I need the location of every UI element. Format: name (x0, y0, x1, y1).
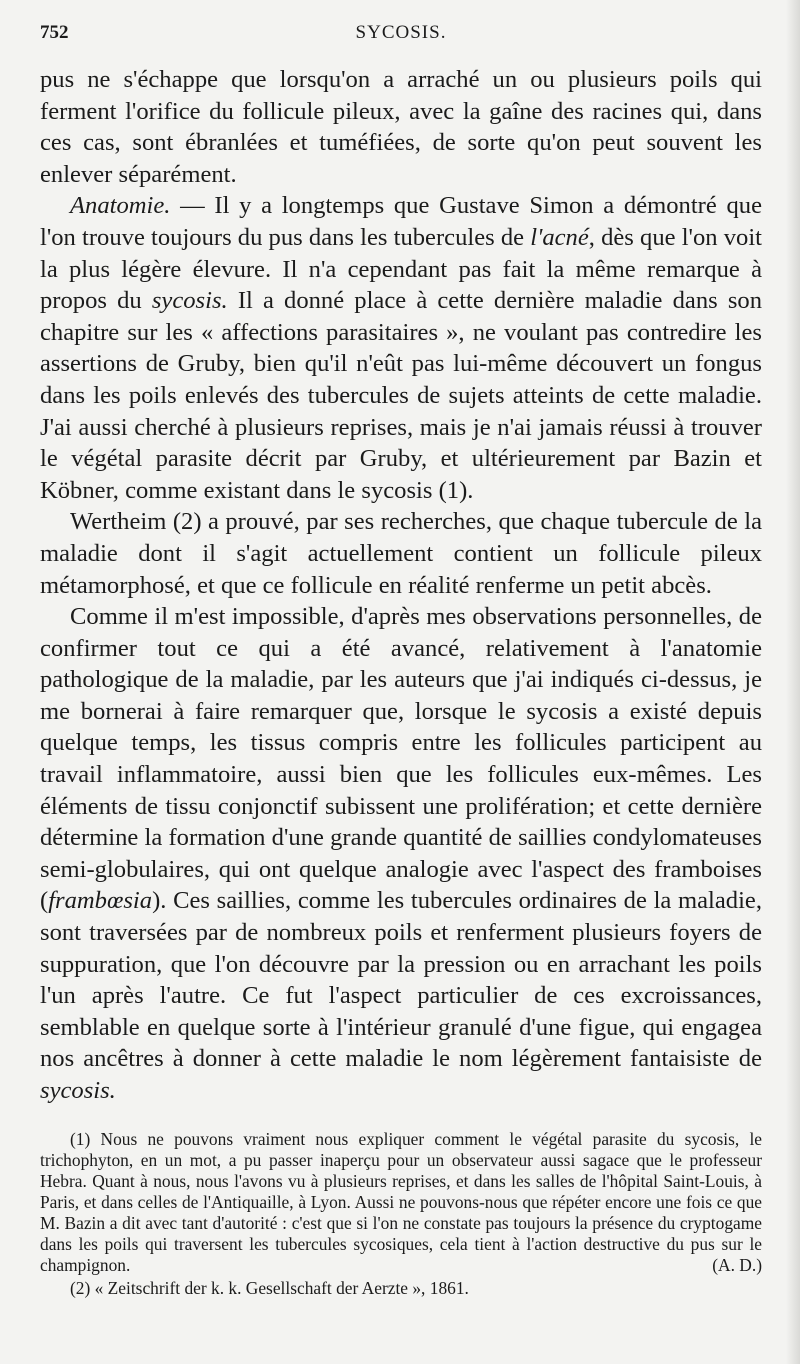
italic-text: Anatomie. (70, 192, 171, 220)
footnote-1-signature: (A. D.) (712, 1254, 762, 1275)
footnote-2 (40, 1278, 762, 1299)
page-header (40, 22, 762, 64)
paragraph (40, 64, 762, 190)
footnote-1 (40, 1129, 762, 1276)
italic-text: sycosis. (151, 287, 228, 315)
italic-text: l'acné (530, 223, 589, 251)
body-text-run: , dès que l'on voit la plus légère élevure. Il n'a cependant pas fait la même remarque à propos du (40, 223, 763, 315)
running-head: SYCOSIS. (355, 22, 447, 43)
paragraph (40, 601, 762, 1107)
body-text (40, 64, 762, 1107)
body-text-run: pus ne s'échappe que lorsqu'on a arraché un ou plusieurs poils qui ferment l'orifice du follicule pileux, avec la gaîne des racines qui, dans ces cas, sont ébranlées et tuméfiées, de sorte qu'on peut souvent les enlever séparément. (40, 66, 762, 188)
italic-text: sycosis. (40, 1077, 116, 1104)
body-text-run: Wertheim (2) a prouvé, par ses recherches, que chaque tubercule de la maladie dont il s'agit actuellement contient un follicule pileux métamorphosé, et que ce follicule en réalité renferme un petit abcès. (40, 508, 762, 599)
footnotes (40, 1129, 762, 1299)
body-text-run: Il a donné place à cette dernière maladie dans son chapitre sur les « affections parasitaires », ne voulant pas contredire les assertions de Gruby, bien qu'il n'eût pas lui-même découvert un fongus dans les poils enlevés des tubercules de sujets atteints de cette maladie. J'ai aussi cherché à plusieurs reprises, mais je n'ai jamais réussi à trouver le végétal parasite décrit par Gruby, et ultérieurement par Bazin et Köbner, comme existant dans le sycosis (1). (40, 287, 763, 504)
page-number: 752 (40, 22, 69, 43)
footnote-2-text: (2) « Zeitschrift der k. k. Gesellschaft der Aerzte », 1861. (70, 1277, 469, 1298)
page-edge-shadow (786, 0, 800, 1364)
italic-text: frambœsia (48, 887, 153, 915)
body-text-run: Comme il m'est impossible, d'après mes observations personnelles, de confirmer tout ce qui a été avancé, relativement à l'anatomie pathologique de la maladie, par les auteurs que j'ai indiqués ci-dessus, je me bornerai à faire remarquer que, lorsque le sycosis a existé depuis quelque temps, les tissus compris entre les follicules participent au travail inflammatoire, aussi bien que les follicules eux-mêmes. Les éléments de tissu conjonctif subissent une prolifération; et cette dernière détermine la formation d'une grande quantité de saillies condylomateuses semi-globulaires, qui ont quelque analogie avec l'aspect des framboises ( (40, 603, 762, 915)
paragraph-anatomie (40, 190, 762, 506)
body-text-run: ). Ces saillies, comme les tubercules ordinaires de la maladie, sont traversées par de nombreux poils et renferment plusieurs foyers de suppuration, que l'on découvre par la pression ou en arrachant les poils l'un après l'autre. Ce fut l'aspect particulier de ces excroissances, semblable en quelque sorte à l'intérieur granulé d'une figue, qui engagea nos ancêtres à donner à cette maladie le nom légèrement fantaisiste de (40, 887, 762, 1073)
footnote-1-text: (1) Nous ne pouvons vraiment nous expliquer comment le végétal parasite du sycosis, le trichophyton, en un mot, a pu passer inaperçu pour un observateur aussi sagace que le professeur Hebra. Quant à nous, nous l'avons vu à plusieurs reprises, et dans les salles de l'hôpital Saint-Louis, à Paris, et dans celles de l'Antiquaille, à Lyon. Aussi ne pouvons-nous que répéter encore une fois ce que M. Bazin a dit avec tant d'autorité : c'est que si l'on ne constate pas toujours la présence du cryptogame dans les poils qui traversent les tubercules sycosiques, cela tient à l'action destructive du pus sur le champignon. (40, 1128, 762, 1275)
paragraph (40, 506, 762, 601)
body-text-run: — Il y a longtemps que Gustave Simon a démontré que l'on trouve toujours du pus dans les tubercules de (40, 192, 762, 251)
